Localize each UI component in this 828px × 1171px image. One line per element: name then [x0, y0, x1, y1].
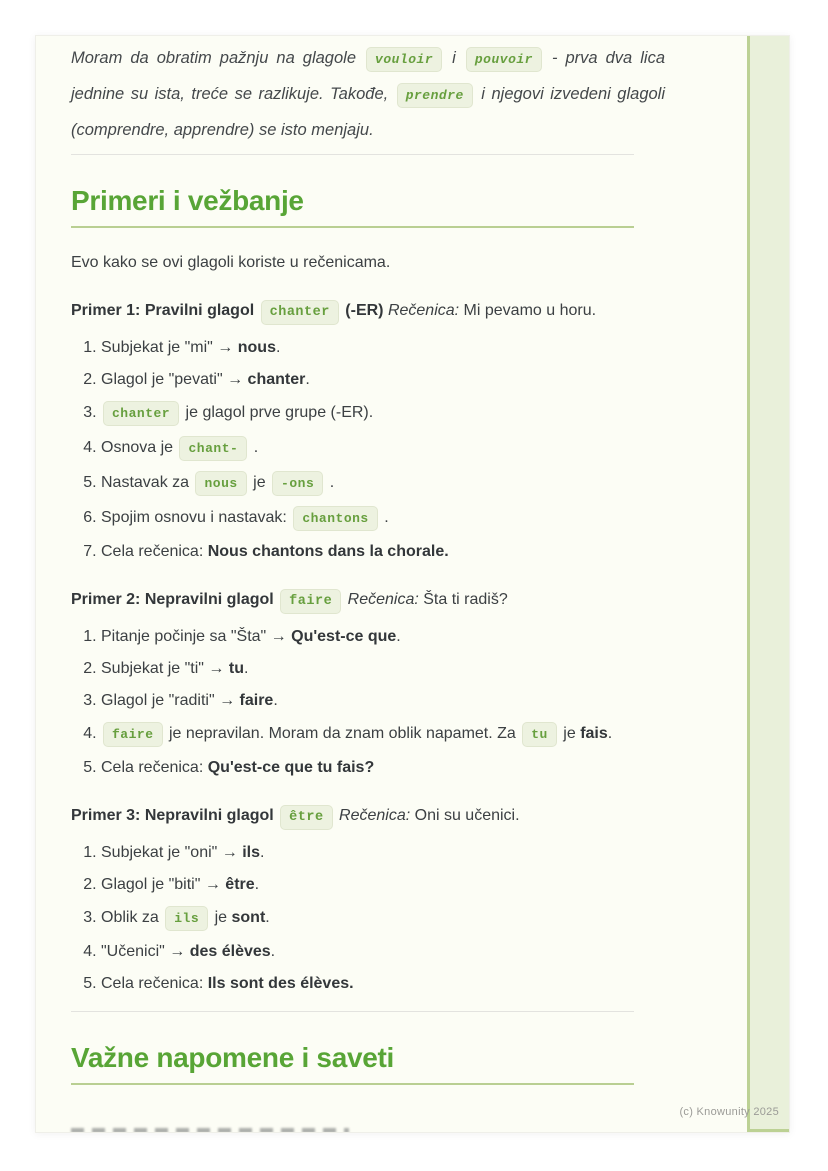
text-segment: fais [580, 725, 608, 742]
text-segment: Nastavak za [101, 474, 194, 491]
text-segment: ils [242, 844, 261, 861]
verb-code-chip: chanter [261, 300, 339, 325]
text-segment: Glagol je "raditi" → [101, 692, 240, 709]
section-divider [71, 154, 634, 155]
verb-code-chip: chantons [293, 506, 377, 531]
heading-underline [71, 1083, 634, 1085]
text-segment: - prva dva lica jednine su ista, treće se razlikuje. Takođe, [71, 49, 666, 103]
text-segment: Ils sont des élèves. [207, 975, 354, 992]
text-segment: je [558, 725, 581, 742]
example-step [101, 471, 665, 496]
text-segment: Osnova je [101, 439, 178, 456]
verb-code-chip: tu [522, 722, 557, 747]
text-segment: Moram da obratim pažnju na glagole [71, 49, 365, 67]
text-segment: Cela rečenica: [101, 543, 208, 560]
text-segment: . [254, 876, 260, 893]
text-segment: je nepravilan. Moram da znam oblik napamet. Za [164, 725, 521, 742]
text-segment: . [379, 509, 389, 526]
verb-code-chip: faire [103, 722, 163, 747]
verb-code-chip: chant- [179, 436, 247, 461]
verb-code-chip: chanter [103, 401, 179, 426]
text-segment: Glagol je "biti" → [101, 876, 226, 893]
example-steps [71, 337, 665, 563]
examples-section-heading: Primeri i vežbanje [71, 185, 304, 216]
example-step [101, 658, 665, 680]
text-segment: . [396, 628, 401, 645]
heading-underline [71, 226, 634, 228]
text-segment: être [225, 876, 255, 893]
text-segment: . [260, 844, 265, 861]
text-segment: . [249, 439, 259, 456]
example-title [71, 587, 665, 614]
text-segment: Subjekat je "oni" → [101, 844, 243, 861]
text-segment: . [243, 660, 249, 677]
text-segment: . [265, 909, 270, 926]
example-step [101, 541, 665, 563]
example-step [101, 722, 665, 747]
text-segment: . [270, 943, 276, 960]
verb-code-chip: ils [165, 906, 208, 931]
text-segment: Šta ti radiš? [418, 591, 508, 608]
example-steps [71, 626, 665, 779]
text-segment: Cela rečenica: [101, 975, 208, 992]
text-segment: Primer 2: Nepravilni glagol [71, 591, 279, 608]
text-segment: Oblik za [101, 909, 164, 926]
text-segment: i [444, 49, 464, 67]
text-segment: Qu'est-ce que tu fais? [207, 759, 375, 776]
verb-code-chip: faire [280, 589, 341, 614]
text-segment: Cela rečenica: [101, 759, 208, 776]
example-step [101, 690, 665, 712]
verb-code-chip: nous [195, 471, 246, 496]
text-segment: (-ER) [340, 302, 388, 319]
example-title [71, 298, 665, 325]
verb-code-chip: vouloir [366, 47, 442, 72]
example-step [101, 401, 665, 426]
text-segment: Glagol je "pevati" → [101, 371, 248, 388]
text-segment: Subjekat je "mi" → [101, 339, 238, 356]
text-segment: Mi pevamo u horu. [459, 302, 597, 319]
text-segment: Rečenica: [343, 591, 419, 608]
example-step [101, 842, 665, 864]
example-block [71, 803, 665, 995]
text-segment: . [325, 474, 335, 491]
text-segment: Rečenica: [334, 807, 411, 824]
text-segment: je [210, 909, 232, 926]
text-segment: Qu'est-ce que [291, 628, 397, 645]
example-step [101, 973, 665, 995]
example-block [71, 587, 665, 779]
text-segment: chanter [247, 371, 306, 388]
verb-code-chip: être [280, 805, 332, 830]
text-segment: Pitanje počinje sa "Šta" → [101, 628, 292, 645]
examples-list [71, 298, 665, 995]
examples-lead-paragraph: Evo kako se ovi glagoli koriste u rečenicama. [71, 254, 391, 271]
verb-code-chip: pouvoir [466, 47, 542, 72]
example-step [101, 626, 665, 648]
example-step [101, 369, 665, 391]
text-segment: i njegovi izvedeni glagoli (comprendre, apprendre) se isto menjaju. [71, 85, 665, 139]
text-segment: . [275, 339, 281, 356]
text-segment: Nous chantons dans la chorale. [207, 543, 449, 560]
document-page [35, 35, 790, 1133]
text-segment: je glagol prve grupe (-ER). [181, 404, 374, 421]
text-segment: Oni su učenici. [410, 807, 520, 824]
text-segment: . [273, 692, 278, 709]
text-segment: des élèves [189, 943, 271, 960]
cropped-text-line [71, 1128, 349, 1133]
text-segment: Spojim osnovu i nastavak: [101, 509, 292, 526]
text-segment: Primer 1: Pravilni glagol [71, 302, 259, 319]
verb-code-chip: -ons [272, 471, 323, 496]
text-segment: . [607, 725, 613, 742]
notebook-edge-bar [747, 36, 789, 1132]
text-segment: nous [237, 339, 276, 356]
example-step [101, 506, 665, 531]
example-step [101, 337, 665, 359]
page-content [71, 36, 665, 1085]
text-segment: sont [231, 909, 266, 926]
example-title [71, 803, 665, 830]
copyright-watermark: (c) Knowunity 2025 [679, 1106, 779, 1118]
text-segment: . [305, 371, 310, 388]
text-segment: Rečenica: [387, 302, 460, 319]
notes-section-heading: Važne napomene i saveti [71, 1042, 395, 1073]
example-steps [71, 842, 665, 995]
example-block [71, 298, 665, 563]
example-step [101, 757, 665, 779]
section-divider [71, 1011, 634, 1012]
example-step [101, 906, 665, 931]
verb-code-chip: prendre [397, 83, 473, 108]
example-step [101, 941, 665, 963]
text-segment: Primer 3: Nepravilni glagol [71, 807, 279, 824]
example-step [101, 874, 665, 896]
text-segment: Subjekat je "ti" → [101, 660, 229, 677]
text-segment: "Učenici" → [101, 943, 190, 960]
text-segment: tu [228, 660, 244, 677]
text-segment: je [248, 474, 271, 491]
intro-paragraph [71, 40, 665, 148]
text-segment: faire [239, 692, 274, 709]
example-step [101, 436, 665, 461]
